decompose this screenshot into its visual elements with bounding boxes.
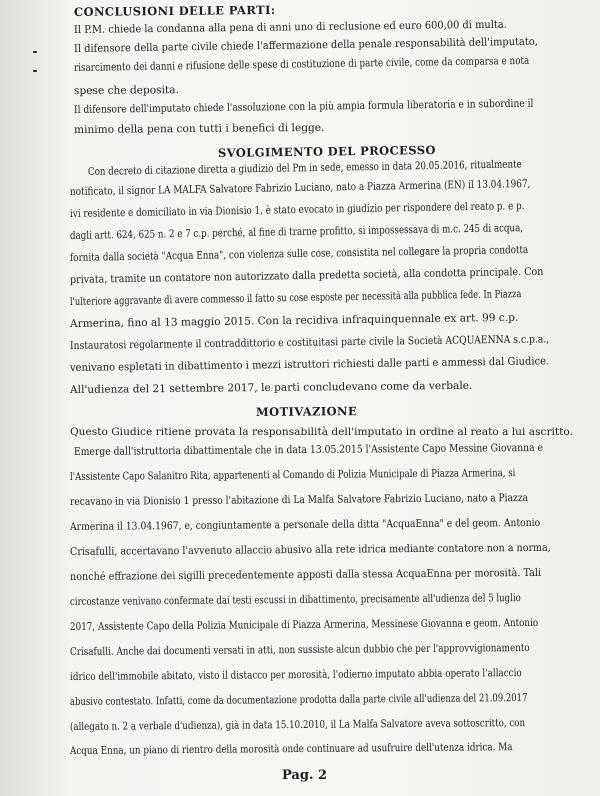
text-line: Questo Giudice ritiene provata la responsabilità dell'imputato in ordine al reato a lui ascritto. <box>70 426 573 438</box>
text-line: Instauratosi regolarmente il contraddittorio e costituitasi parte civile la Società ACQUAENNA s.c.p.a., <box>69 333 550 352</box>
text-line: Armerina il 13.04.1967, e, congiuntamente a personale della ditta "AcquaEnna" e del geom. Antonio <box>69 516 541 533</box>
text-line: minimo della pena con tutti i benefici di legge. <box>73 121 325 136</box>
text-line: circostanze venivano confermate dai testi escussi in dibattimento, precisamente all'udienza del 5 luglio <box>69 592 521 608</box>
text-line: recavano in via Dionisio 1 presso l'abitazione di La Malfa Salvatore Fabrizio Luciano, nato a Piazza <box>69 492 529 508</box>
text-line: 2017, Assistente Capo della Polizia Municipale di Piazza Armerina, Messinese Giovanna e geom. Antonio <box>69 616 539 633</box>
text-line: Il P.M. chiede la condanna alla pena di anni uno di reclusione ed euro 600,00 di multa. <box>73 18 507 36</box>
text-line: l'ulteriore aggravante di avere commesso il fatto su cose esposte per necessità alla pubblica fede. In Piazza <box>69 288 522 308</box>
text-line: Armerina, fino al 13 maggio 2015. Con la recidiva infraquinquennale ex art. 99 c.p. <box>69 311 519 330</box>
text-line: Crisafulli. Anche dai documenti versati in atti, non sussiste alcun dubbio che per l'approvvigionamento <box>69 641 530 658</box>
margin-mark <box>33 70 37 72</box>
text-line: abusivo contestato. Infatti, come da documentazione prodotta dalla parte civile all'udienza del 21.09.2017 <box>69 692 528 708</box>
text-line: fornita dalla società "Acqua Enna", con violenza sulle cose, consistita nel collegare la propria condotta <box>69 244 529 264</box>
text-line: dagli artt. 624, 625 n. 2 e 7 c.p. perché, al fine di trarne profitto, si impossessava di m.c. 245 di acqua, <box>69 222 524 242</box>
text-line: spese che deposita. <box>73 84 179 97</box>
text-line: idrico dell'immobile abitato, visto il distacco per morosità, l'odierno imputato abbia operato l'allaccio <box>69 667 522 683</box>
text-line: risarcimento dei danni e rifusione delle spese di costituzione di parte civile, come da comparsa e nota <box>73 54 530 74</box>
text-line: Il difensore dell'imputato chiede l'assoluzione con la più ampia formula liberatoria e in subordine il <box>73 97 534 116</box>
text-line: l'Assistente Capo Salanitro Rita, appartenenti al Comando di Polizia Municipale di Piazza Armerina, si <box>69 467 516 483</box>
text-line: Crisafulli, accertavano l'avvenuto allaccio abusivo alla rete idrica mediante contatore non a norma, <box>69 541 551 558</box>
text-line: Acqua Enna, un piano di rientro della morosità onde continuare ad usufruire dell'utenza idrica. Ma <box>69 741 513 757</box>
section-title-motivazione: MOTIVAZIONE <box>255 404 358 419</box>
text-line: Emerge dall'istruttoria dibattimentale che in data 13.05.2015 l'Assistente Capo Messine Giovanna e <box>73 441 544 458</box>
text-line: All'udienza del 21 settembre 2017, le parti concludevano come da verbale. <box>69 379 473 396</box>
text-line: nonché effrazione dei sigilli precedentemente apposti dalla stessa AcquaEnna per morosità. Tali <box>69 566 542 583</box>
text-line: notificato, il signor LA MALFA Salvatore Fabrizio Luciano, nato a Piazza Armerina (EN) il 13.04.1967, <box>69 177 531 198</box>
text-line: Con decreto di citazione diretta a giudizio del Pm in sede, emesso in data 20.05.2016, ritualmente <box>87 158 522 178</box>
text-line: Il difensore della parte civile chiede l'affermazione della penale responsabilità dell'imputato, <box>73 35 538 55</box>
text-line: privata, tramite un contatore non autorizzato dalla predetta società, alla condotta principale. Con <box>69 265 544 286</box>
text-line: (allegato n. 2 a verbale d'udienza), già in data 15.10.2010, il La Malfa Salvatore aveva sottoscritto, con <box>69 717 526 733</box>
text-line: venivano espletati in dibattimento i mezzi istruttori richiesti dalle parti e ammessi dal Giudice. <box>69 355 550 374</box>
section-title-conclusioni: CONCLUSIONI DELLE PARTI: <box>73 2 276 19</box>
text-line: ivi residente e domiciliato in via Dionisio 1, è stato evocato in giudizio per rispondere del reato p. e p. <box>69 200 525 220</box>
margin-mark <box>33 51 37 53</box>
page-number: Pag. 2 <box>282 768 328 783</box>
section-title-svolgimento: SVOLGIMENTO DEL PROCESSO <box>217 142 436 160</box>
